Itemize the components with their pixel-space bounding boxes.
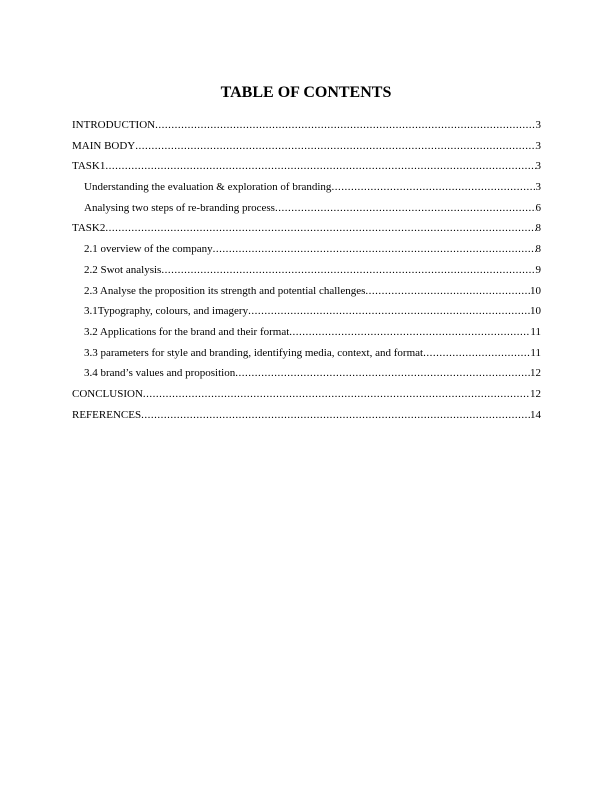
- toc-entry-page: 3: [535, 181, 541, 194]
- toc-entry-page: 11: [530, 325, 541, 338]
- toc-entry-label: 3.4 brand’s values and proposition: [84, 367, 236, 380]
- toc-dot-leader: [423, 343, 530, 364]
- toc-dot-leader: [105, 156, 535, 177]
- toc-entry[interactable]: [72, 239, 541, 260]
- toc-entry-page: 14: [530, 408, 541, 421]
- toc-entry-label: 3.2 Applications for the brand and their format: [84, 325, 290, 338]
- toc-entry[interactable]: [72, 115, 541, 136]
- toc-entry[interactable]: [72, 218, 541, 239]
- toc-entry-label: Understanding the evaluation & exploration of branding: [84, 181, 332, 194]
- toc-entry-label: CONCLUSION: [72, 387, 143, 400]
- toc-entry[interactable]: [72, 384, 541, 405]
- toc-entry-label: 2.1 overview of the company: [84, 243, 213, 256]
- toc-entry-page: 8: [535, 222, 541, 235]
- toc-entry-label: INTRODUCTION: [72, 119, 156, 131]
- toc-dot-leader: [365, 281, 530, 302]
- toc-entry-page: 11: [530, 346, 541, 359]
- toc-dot-leader: [105, 218, 535, 239]
- toc-dot-leader: [248, 301, 530, 322]
- toc-entry-label: Analysing two steps of re-branding process: [84, 201, 275, 214]
- toc-title: TABLE OF CONTENTS: [220, 84, 392, 101]
- toc-entry-page: 6: [535, 201, 541, 214]
- toc-entry[interactable]: [72, 198, 541, 219]
- toc-entry-label: TASK2: [72, 222, 106, 235]
- toc-entry-label: 3.1Typography, colours, and imagery: [84, 305, 249, 318]
- toc-entry-label: REFERENCES: [72, 408, 142, 421]
- toc-entry-page: 9: [535, 263, 541, 276]
- toc-dot-leader: [213, 239, 536, 260]
- toc-entry-page: 12: [530, 367, 541, 380]
- toc-dot-leader: [289, 322, 530, 343]
- toc-entry[interactable]: [72, 363, 541, 384]
- toc-entry[interactable]: [72, 343, 541, 364]
- toc-entry[interactable]: [72, 136, 541, 157]
- toc-entry-label: TASK1: [72, 160, 106, 173]
- toc-entry-label: 2.3 Analyse the proposition its strength and potential challenges: [84, 284, 366, 297]
- toc-entry-label: 2.2 Swot analysis: [84, 263, 162, 276]
- toc-entry-page: 10: [530, 305, 541, 318]
- toc-dot-leader: [155, 115, 535, 136]
- toc-entry-page: 12: [530, 387, 541, 400]
- toc-dot-leader: [135, 136, 535, 157]
- toc-entry[interactable]: [72, 322, 541, 343]
- toc-entry-page: 3: [535, 139, 541, 152]
- toc-entry-page: 3: [535, 119, 541, 131]
- toc-entry[interactable]: [72, 156, 541, 177]
- toc-dot-leader: [143, 384, 530, 405]
- toc-entry-page: 8: [535, 243, 541, 256]
- toc-entry-page: 10: [530, 284, 541, 297]
- toc-list: [72, 115, 541, 425]
- toc-entry-label: MAIN BODY: [72, 139, 136, 152]
- toc-entry-label: 3.3 parameters for style and branding, identifying media, context, and format: [84, 346, 424, 359]
- toc-entry[interactable]: [72, 177, 541, 198]
- toc-dot-leader: [331, 177, 535, 198]
- toc-entry[interactable]: [72, 281, 541, 302]
- toc-dot-leader: [161, 260, 535, 281]
- toc-entry[interactable]: [72, 301, 541, 322]
- toc-entry[interactable]: [72, 405, 541, 426]
- toc-dot-leader: [235, 363, 530, 384]
- toc-dot-leader: [141, 405, 530, 426]
- toc-entry-page: 3: [535, 160, 541, 173]
- toc-entry[interactable]: [72, 260, 541, 281]
- toc-dot-leader: [275, 198, 536, 219]
